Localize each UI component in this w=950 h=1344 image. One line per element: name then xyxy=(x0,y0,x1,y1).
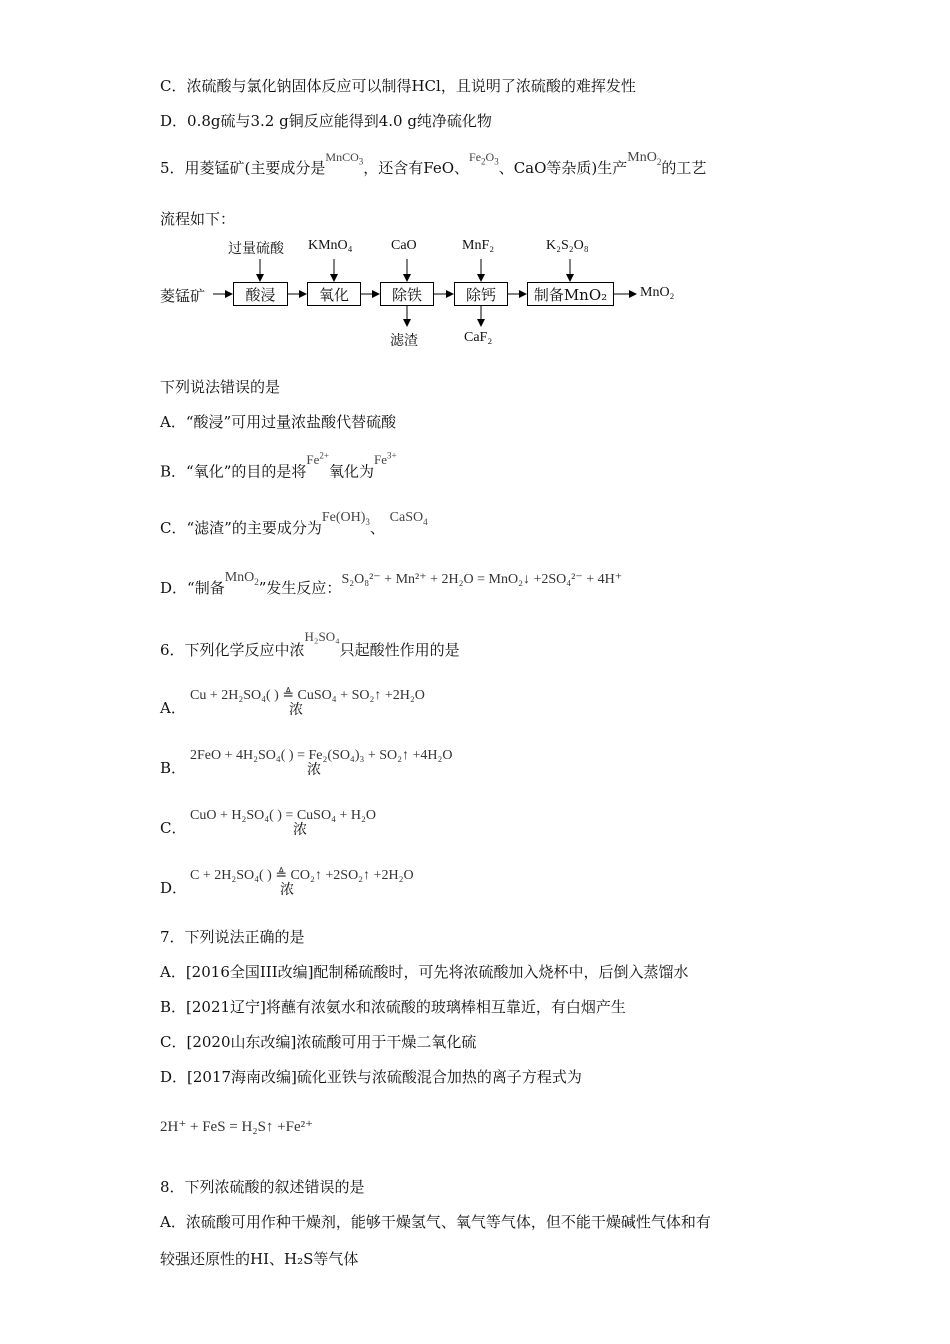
flow-input-5: K₂S₂O₈ xyxy=(546,238,589,253)
flow-box-make-mno2: 制备MnO₂ xyxy=(527,282,614,306)
q5-option-d: D．“制备MnO$_2$”发生反应：S₂O₈²⁻ + Mn²⁺ + 2H₂O = MnO₂↓ +2SO₄²⁻ + 4H⁺ xyxy=(160,570,623,597)
flow-box-remove-calcium: 除钙 xyxy=(454,282,508,306)
flow-input-1: 过量硫酸 xyxy=(228,241,284,257)
flow-box-oxidize: 氧化 xyxy=(307,282,361,306)
q6-option-c: C． CuO + H₂SO₄( ) = CuSO₄ + H₂O 浓 xyxy=(160,808,376,838)
q7-option-d: D．[2017海南改编]硫化亚铁与浓硫酸混合加热的离子方程式为 xyxy=(160,1068,582,1086)
q7-option-a: A．[2016全国III改编]配制稀硫酸时，可先将浓硫酸加入烧杯中，后倒入蒸馏水 xyxy=(160,963,689,981)
flow-input-2: KMnO₄ xyxy=(308,238,353,253)
q5-stem-cont: 流程如下： xyxy=(160,210,236,228)
q7-option-d-equation: 2H⁺ + FeS = H₂S↑ +Fe²⁺ xyxy=(160,1119,314,1135)
q5-option-b: B．“氧化”的目的是将$Fe^{2+}$氧化为$Fe^{3+}$ xyxy=(160,451,397,481)
flow-box-acid-leach: 酸浸 xyxy=(233,282,288,306)
flow-input-4: MnF₂ xyxy=(462,238,495,253)
q4-option-c: C．浓硫酸与氯化钠固体反应可以制得HCl，且说明了浓硫酸的难挥发性 xyxy=(160,77,636,95)
flow-input-3: CaO xyxy=(391,238,417,253)
flow-end: MnO₂ xyxy=(640,285,675,300)
flow-box-remove-iron: 除铁 xyxy=(380,282,434,306)
q7-option-b: B．[2021辽宁]将蘸有浓氨水和浓硫酸的玻璃棒相互靠近，有白烟产生 xyxy=(160,998,626,1016)
q6-option-d: D． C + 2H₂SO₄( ) ≜ CO₂↑ +2SO₂↑ +2H₂O 浓 xyxy=(160,868,414,898)
formula-fe2o3: Fe2O3 xyxy=(469,150,499,167)
q7-option-c: C．[2020山东改编]浓硫酸可用于干燥二氧化硫 xyxy=(160,1033,477,1051)
flow-output-3: 滤渣 xyxy=(390,333,418,349)
q6-stem: 6．下列化学反应中浓H₂SO₄只起酸性作用的是 xyxy=(160,629,460,659)
formula-mnco3: MnCO3 xyxy=(325,150,364,167)
q8-option-a-line2: 较强还原性的HI、H₂S等气体 xyxy=(160,1250,359,1268)
q7-stem: 7．下列说法正确的是 xyxy=(160,928,305,946)
q8-option-a-line1: A．浓硫酸可用作种干燥剂，能够干燥氢气、氧气等气体，但不能干燥碱性气体和有 xyxy=(160,1213,711,1231)
q8-stem: 8．下列浓硫酸的叙述错误的是 xyxy=(160,1178,365,1196)
q5-option-c: C．“滤渣”的主要成分为$Fe(OH)_3$、 CaSO$_4$ xyxy=(160,510,428,537)
flow-start: 菱锰矿 xyxy=(160,287,206,305)
formula-mno2: MnO$_2$ xyxy=(627,150,662,167)
q4-option-d: D．0.8g硫与3.2 g铜反应能得到4.0 g纯净硫化物 xyxy=(160,112,492,130)
q6-option-b: B． 2FeO + 4H₂SO₄( ) = Fe₂(SO₄)₃ + SO₂↑ +4H₂O 浓 xyxy=(160,748,453,778)
q5-stem: 5．用菱锰矿(主要成分是$^{MnCO_3}$，还含有FeO、$^{Fe_2O_3}$、CaO等杂质)生产MnO$_2$的工艺 xyxy=(160,150,707,177)
q6-option-a: A． Cu + 2H₂SO₄( ) ≜ CuSO₄ + SO₂↑ +2H₂O 浓 xyxy=(160,688,425,718)
q5-option-a: A．“酸浸”可用过量浓盐酸代替硫酸 xyxy=(160,413,397,431)
q5-question: 下列说法错误的是 xyxy=(160,378,281,396)
flow-output-4: CaF₂ xyxy=(464,330,493,345)
